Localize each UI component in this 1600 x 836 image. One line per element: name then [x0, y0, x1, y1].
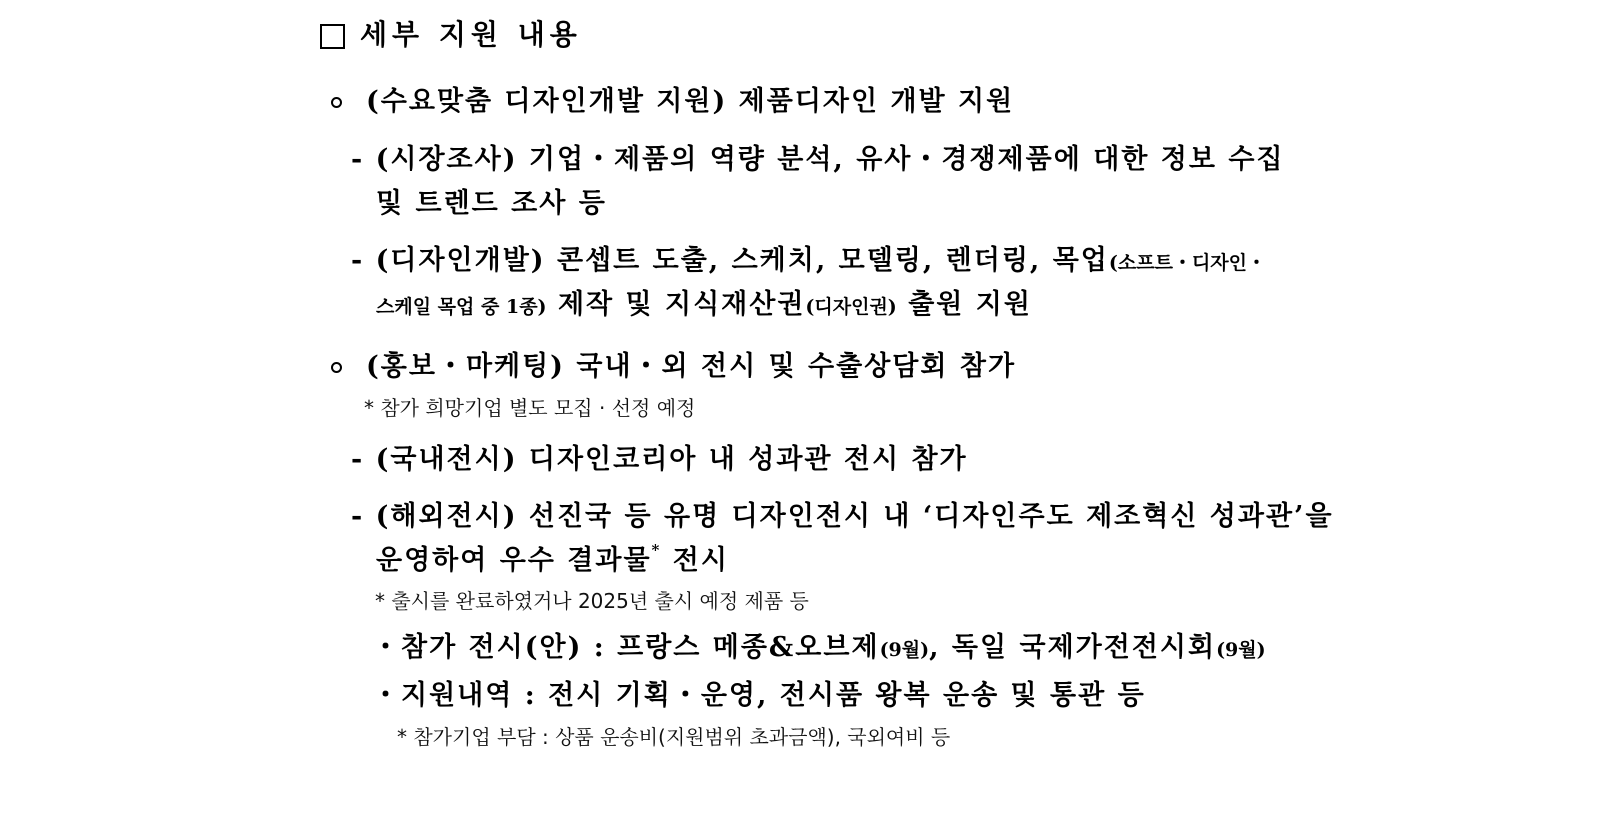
support-details: ・지원내역 : 전시 기획・운영, 전시품 왕복 운송 및 통관 등 — [372, 680, 1146, 711]
design-dev-line1 — [351, 247, 1266, 274]
circle-bullet-icon — [331, 362, 342, 373]
design-dev-line2-small-a: 스케일 목업 중 1종) — [376, 296, 547, 318]
overseas-line2-end: 전시 — [661, 545, 729, 576]
exhibition-plan-middle: , 독일 국제가전전시회 — [929, 632, 1217, 663]
item1-heading: (수요맞춤 디자인개발 지원) 제품디자인 개발 지원 — [366, 86, 1015, 117]
design-dev-line2 — [376, 291, 1032, 318]
section-title: 세부 지원 내용 — [360, 18, 582, 51]
overseas-exhibition-line1: - (해외전시) 선진국 등 유명 디자인전시 내 ‘디자인주도 제조혁신 성과관’을 — [351, 501, 1334, 532]
market-research-line2: 및 트렌드 조사 등 — [376, 188, 607, 219]
design-dev-line2-small-b: (디자인권) — [805, 296, 897, 318]
design-dev-line2-main-b: 출원 지원 — [896, 289, 1032, 320]
item2-note: * 참가 희망기업 별도 모집 · 선정 예정 — [364, 396, 696, 420]
checkbox-icon — [320, 24, 345, 49]
domestic-exhibition: - (국내전시) 디자인코리아 내 성과관 전시 참가 — [351, 444, 968, 475]
circle-bullet-icon — [331, 97, 342, 108]
exhibition-month-2: (9월) — [1216, 639, 1266, 661]
design-dev-line2-main-a: 제작 및 지식재산권 — [546, 289, 806, 320]
item2-heading: (홍보・마케팅) 국내・외 전시 및 수출상담회 참가 — [366, 351, 1017, 382]
market-research-line1: - (시장조사) 기업・제품의 역량 분석, 유사・경쟁제품에 대한 정보 수집 — [351, 144, 1285, 175]
overseas-note: * 출시를 완료하였거나 2025년 출시 예정 제품 등 — [375, 589, 809, 613]
overseas-exhibition-line2 — [376, 541, 729, 576]
support-note: * 참가기업 부담 : 상품 운송비(지원범위 초과금액), 국외여비 등 — [397, 725, 951, 749]
design-dev-line1-main: - (디자인개발) 콘셉트 도출, 스케치, 모델링, 렌더링, 목업 — [351, 245, 1109, 276]
footnote-marker: * — [651, 541, 662, 559]
exhibition-plan-label: ・참가 전시(안) : 프랑스 메종&오브제 — [372, 632, 880, 663]
design-dev-line1-small: (소프트・디자인・ — [1108, 252, 1267, 274]
overseas-line2-text: 운영하여 우수 결과물 — [376, 545, 652, 576]
exhibition-plan — [372, 634, 1266, 661]
exhibition-month-1: (9월) — [879, 639, 930, 661]
